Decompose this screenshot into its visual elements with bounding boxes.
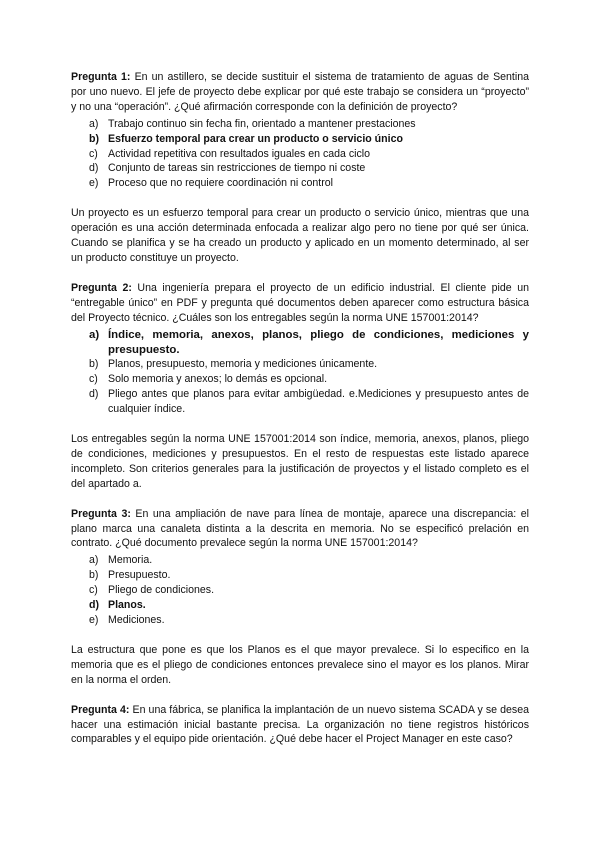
option-b: b) Planos, presupuesto, memoria y mediciones únicamente. [89,358,378,371]
option-e: e) Proceso que no requiere coordinación ni control [89,177,333,190]
question-1 [71,70,529,115]
question-2 [71,281,529,326]
question-4 [71,703,529,748]
question-4-text: En una fábrica, se planifica la implantación de un nuevo sistema SCADA y se desea hacer una estimación inicial bastante precisa. La organización no tiene registros históricos comparables y el equipo pide orientación. ¿Qué debe hacer el Project Manager en este caso? [71,703,529,746]
option-c: c) Pliego de condiciones. [89,584,215,597]
question-1-options [71,117,529,192]
question-1-explanation: Un proyecto es un esfuerzo temporal para crear un producto o servicio único, mientras que una operación es una acción determinada enfocada a realizar algo pero no tiene por qué ser única. Cuando se planifica y se ha creado un producto y aplicado en un momento determinado, al ser un producto constituye un proyecto. [71,207,529,264]
question-2-text: Una ingeniería prepara el proyecto de un edificio industrial. El cliente pide un “entregable único” en PDF y pregunta qué documentos deben aparecer como estructura básica del Proyecto técnico. ¿Cuáles son los entregables según la norma UNE 157001:2014? [71,281,529,324]
option-b: b) Presupuesto. [89,569,171,582]
document-page [71,70,529,747]
option-a: a) Memoria. [89,554,153,567]
option-c: c) Solo memoria y anexos; lo demás es opcional. [89,373,328,386]
option-b-correct: b) Esfuerzo temporal para crear un producto o servicio único [89,132,403,145]
option-d: d) Pliego antes que planos para evitar ambigüedad. e.Mediciones y presupuesto antes de cualquier índice. [89,388,529,416]
question-1-label: Pregunta 1: [71,71,131,83]
question-4-label: Pregunta 4: [71,703,130,716]
question-2-label: Pregunta 2: [71,281,132,294]
option-d: d) Conjunto de tareas sin restricciones de tiempo ni coste [89,162,366,175]
question-3-label: Pregunta 3: [71,507,131,520]
question-3-explanation: La estructura que pone es que los Planos es el que mayor prevalece. Si lo especifico en la memoria que es el pliego de condiciones entonces prevalece sino el mayor es los planos. Mirar en la norma el orden. [71,643,529,686]
option-e: e) Mediciones. [89,614,165,626]
option-a-correct: a) Índice, memoria, anexos, planos, pliego de condiciones, mediciones y presupuesto. [89,328,529,356]
option-d-correct: d) Planos. [89,599,146,612]
question-3 [71,507,529,552]
option-c: c) Actividad repetitiva con resultados iguales en cada ciclo [89,147,371,160]
question-2-explanation: Los entregables según la norma UNE 157001:2014 son índice, memoria, anexos, planos, pliego de condiciones, mediciones y presupuestos. En el resto de respuestas este listado aparece incompleto. Son criterios generales para la justificación de proyectos y el listado completo es el del apartado a. [71,433,529,490]
question-2-options [71,328,529,417]
question-3-options [71,553,529,628]
option-a: a) Trabajo continuo sin fecha fin, orientado a mantener prestaciones [89,117,416,130]
question-1-text: En un astillero, se decide sustituir el sistema de tratamiento de aguas de Sentina por uno nuevo. El jefe de proyecto debe explicar por qué este trabajo se considera un “proyecto” y no una “operación”. ¿Qué afirmación corresponde con la definición de proyecto? [71,71,529,113]
question-3-text: En una ampliación de nave para línea de montaje, aparece una discrepancia: el plano marca una canaleta distinta a la descrita en memoria. No se especificó prelación en contrato. ¿Qué documento prevalece según la norma UNE 157001:2014? [71,507,529,550]
